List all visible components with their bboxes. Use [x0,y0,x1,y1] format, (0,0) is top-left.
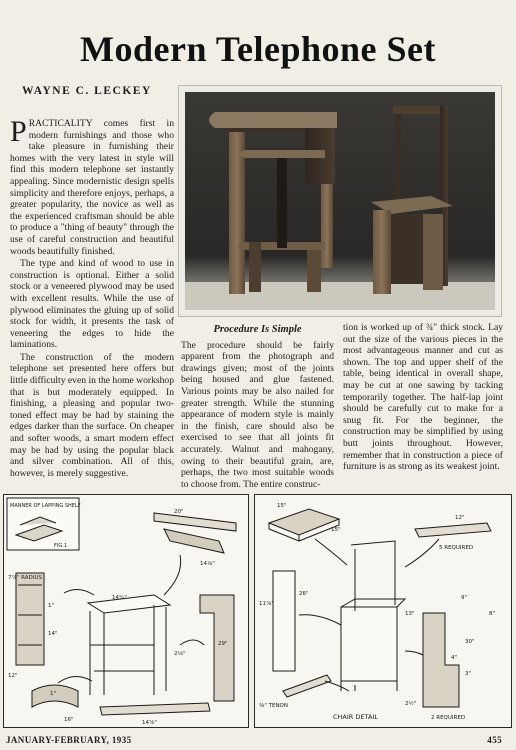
paragraph-intro-text: RACTICALITY comes first in modern furnishings and those who take pleasure in furnishing their homes with the very latest in style will find this modern telephone set instantly appealing. Since modernistic design spells simplicity and therefore enjoys, perhaps, a greater popularity, the novice as well as the experienced craftsman should be able to produce a "thing of beauty" through the use of careful construction and beautiful woods beautifully finished. [10,118,174,257]
dim-label: 30" [465,639,475,645]
dim-label: 14" [48,631,58,637]
dim-label: 15" [331,527,341,533]
paragraph-construction: The construction of the modern telephone set presented here offers but little difficulty even in the home workshop that is but moderately equipped. In finishing, a pleasing and popular two-toned effect may be had by staining the edges darker than the surface. On cheaper and softer woods, a smart modern effect may be had by using the popular black and silver combination. All of this, however, is merely suggestive. [10,351,174,479]
article-title: Modern Telephone Set [79,29,437,69]
dim-label: 4" [451,655,458,661]
dim-label: 29" [218,641,228,647]
dim-label: 14¼" [112,595,127,601]
section-subhead: Procedure Is Simple [213,324,302,335]
inset-label: MANNER OF LAPPING SHELF [10,503,81,509]
dim-label: 15" [277,503,287,509]
dim-label: 12" [455,515,465,521]
dim-label: 16" [64,717,74,723]
paragraph-procedure: The procedure should be fairly apparent from the photograph and drawings given; most of the joints being housed and glue fastened. Various points may be also nailed for greater strength. While the stunning appearance of modern style is mainly in the finish, care should also be exercised to see that all joints fit accurately. Walnut and mahogany, owing to their beautiful grain, are, perhaps, the two most suitable woods to choose from. The entire construc- [181,339,334,490]
dim-label: 2⅛" [174,651,186,657]
required-label: 5 REQUIRED [439,545,474,551]
text-column-right [343,322,503,474]
dim-label: 26" [299,591,309,597]
footer-issue: JANUARY-FEBRUARY, 1935 [6,735,132,745]
paragraph-wood: The type and kind of wood to use in construction is optional. Either a solid stock or a veneered plywood may be used with excellent results. While the use of plywood eliminates the gluing up of solid stock for width, it presents the task of veneering the edges to hide the laminations. [10,258,174,351]
photo-illustration [185,92,495,310]
table-detail-diagram [4,495,248,727]
paragraph-stock: tion is worked up of ¾" thick stock. Lay out the size of the various pieces in the most advantageous manner and cut as shown. The top and upper shelf of the table, being identical in overall shape, may be cut at one sawing by tacking temporarily together. The half-lap joint should be carefully cut to make for a snug fit. For the beginner, the construction may be simplified by using butt joints throughout. However, remember that in construction a piece of furniture is as strong as its weakest joint. [343,322,503,473]
text-column-left [10,115,174,480]
fig-label: FIG.1 [54,543,67,549]
dim-label: 3" [465,671,472,677]
dim-label: 14⅛" [200,561,215,567]
radius-label: 7⅞" RADIUS [8,575,42,581]
furniture-photo [179,86,501,316]
dim-label: 1" [50,691,57,697]
chair-detail-diagram [255,495,511,727]
dim-label: 12" [8,673,18,679]
dim-label: 14⅞" [142,720,157,726]
dim-label: 2½" [405,701,417,707]
chair-detail-caption: CHAIR DETAIL [333,713,378,721]
text-column-center [181,324,334,491]
table-detail-drawing [3,494,249,728]
article-author: WAYNE C. LECKEY [22,85,152,97]
dim-label: 9" [461,595,468,601]
paragraph-intro [10,115,174,257]
dim-label: 8" [489,611,496,617]
dim-label: 11⅞" [259,601,274,607]
dim-label: 20" [174,509,184,515]
chair-detail-drawing [254,494,512,728]
dim-label: 1" [48,603,55,609]
page-number: 455 [487,735,502,745]
drop-cap: P [10,115,27,148]
tenon-label: ⅜" TENON [259,703,289,709]
required-label: 2 REQUIRED [431,715,466,721]
dim-label: 13" [405,611,415,617]
